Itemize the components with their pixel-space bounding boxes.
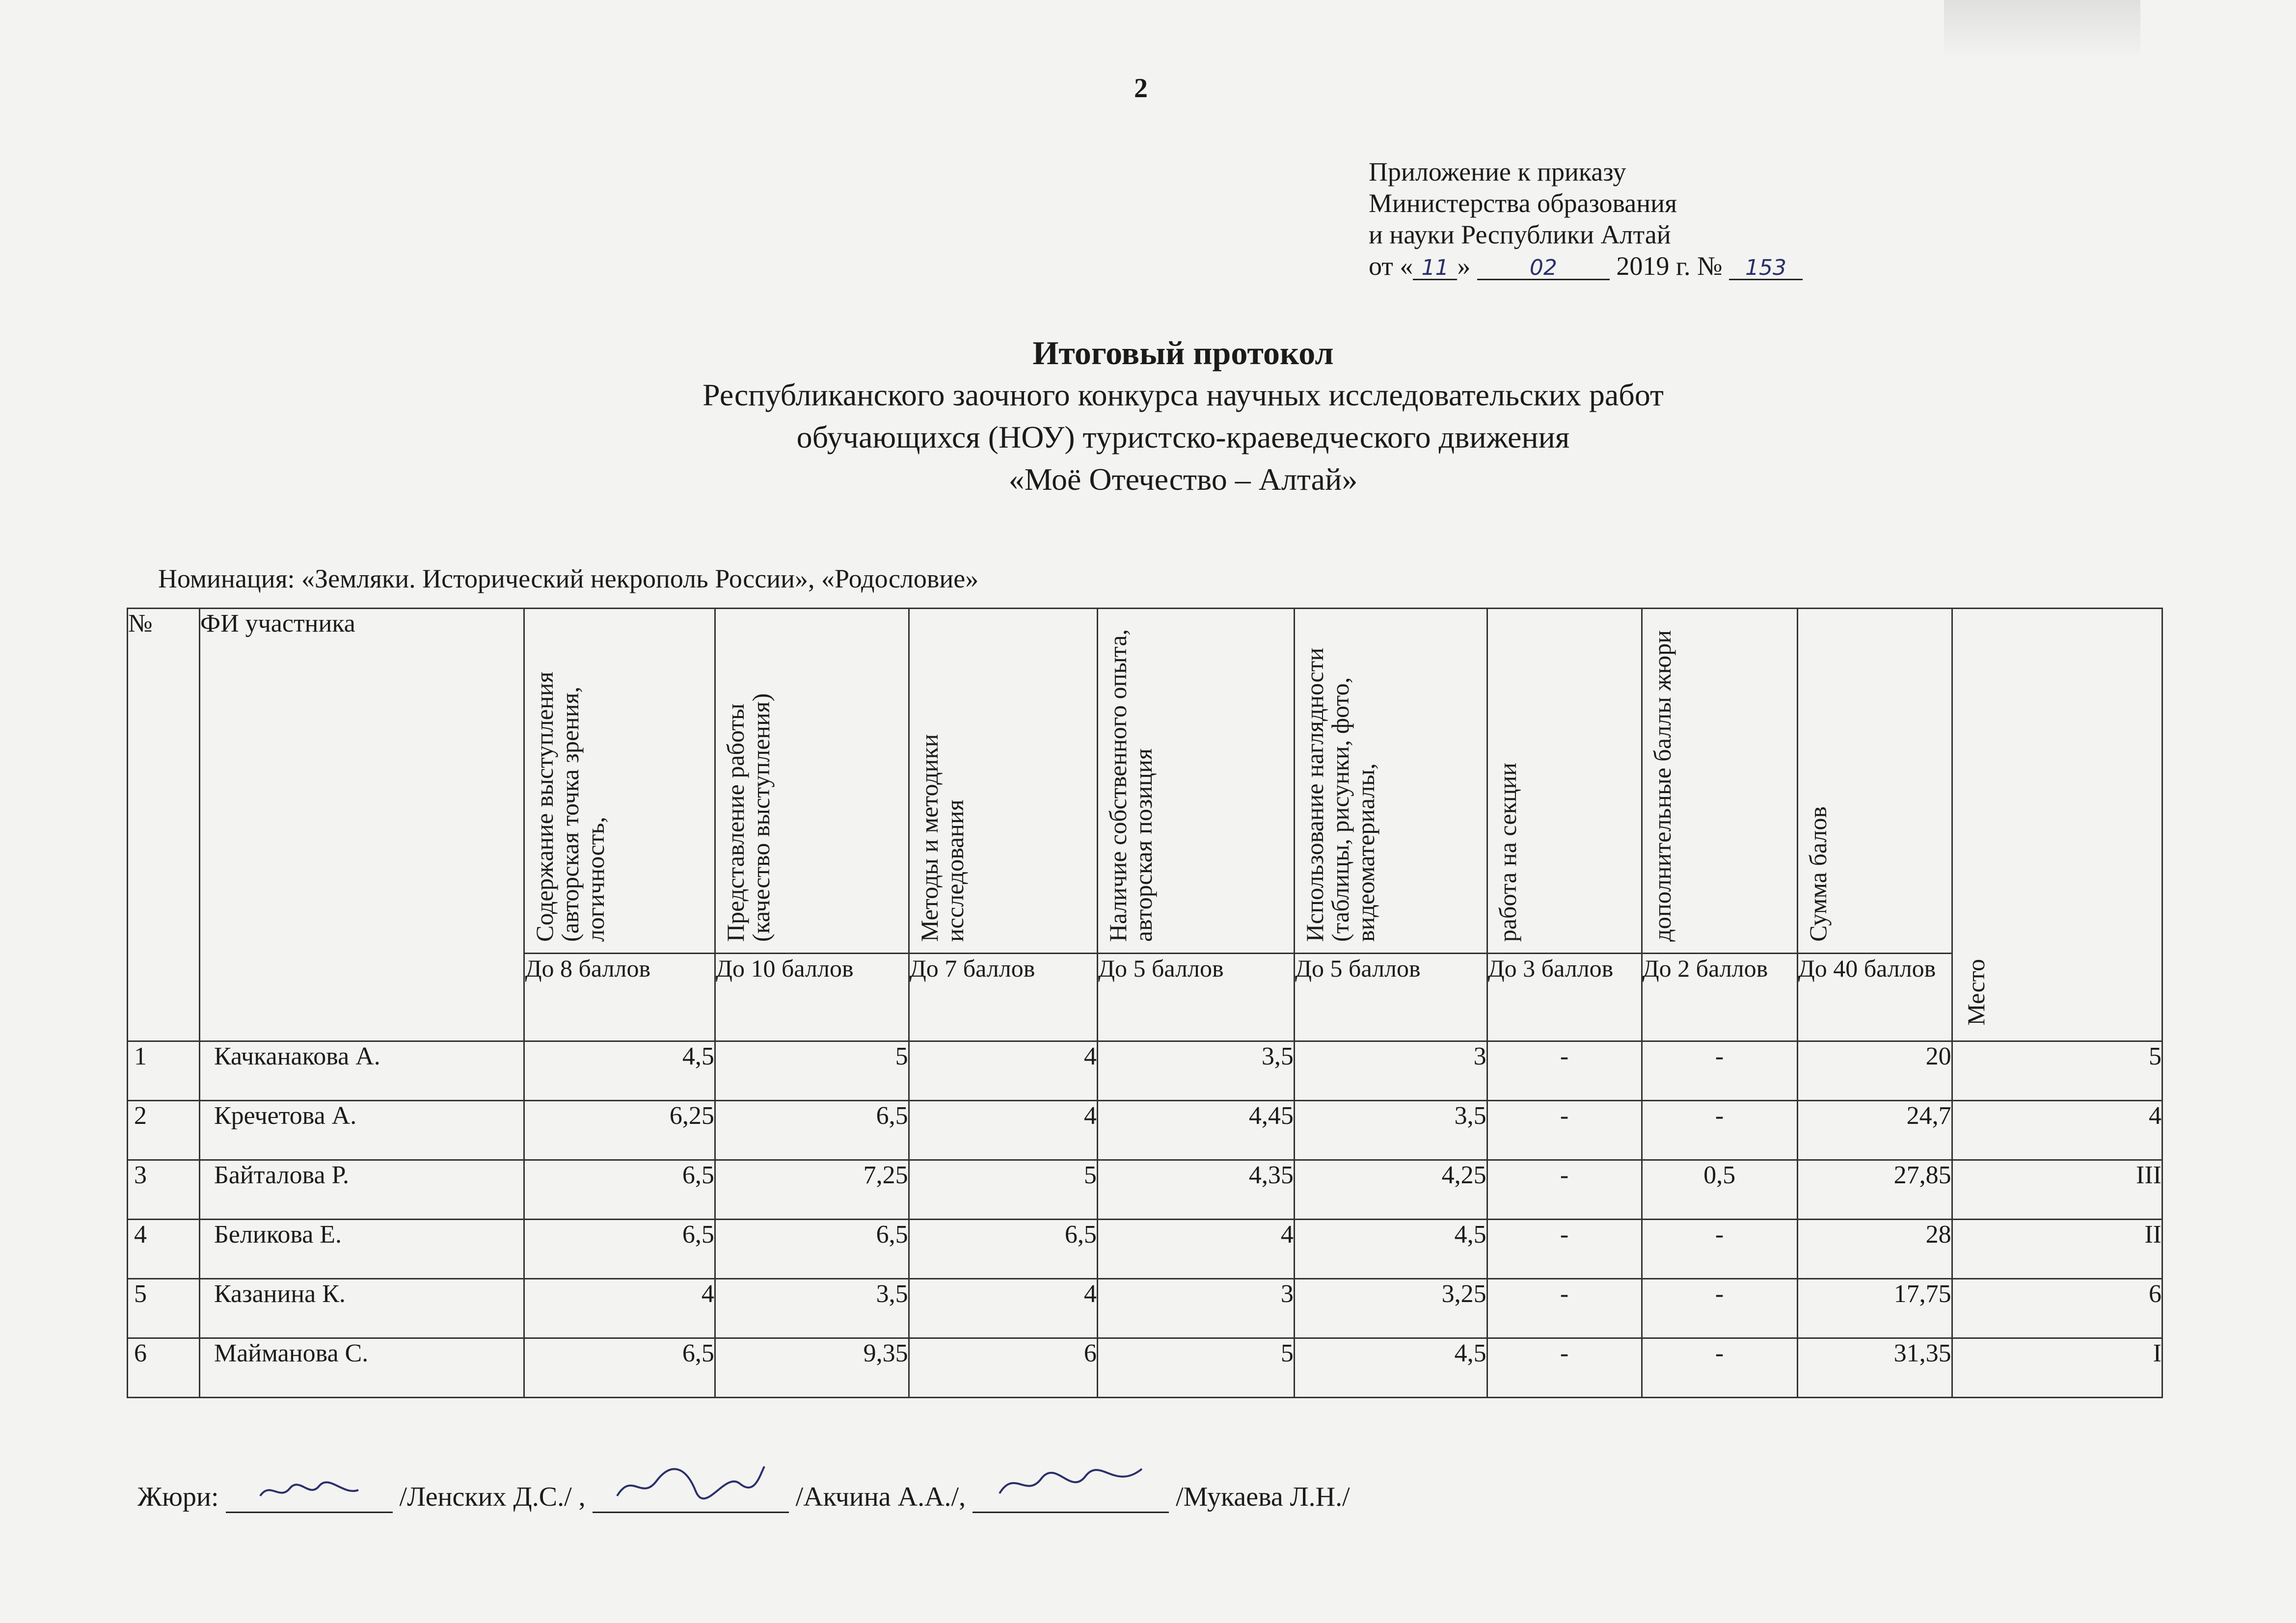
signature-scribble-icon [255, 1476, 363, 1506]
place-cell: 5 [1952, 1041, 2162, 1101]
score-cell: 5 [1097, 1338, 1294, 1398]
participant-name: Байталова Р. [199, 1160, 524, 1220]
table-row [128, 1279, 2162, 1338]
score-cell: 6,5 [715, 1220, 909, 1279]
criterion-header [1294, 609, 1487, 954]
score-cell: - [1487, 1279, 1642, 1338]
score-cell: - [1487, 1101, 1642, 1160]
row-number: 1 [128, 1041, 200, 1101]
criterion-header [1797, 609, 1952, 954]
score-cell: 6,5 [524, 1160, 715, 1220]
score-cell: - [1487, 1220, 1642, 1279]
score-cell: 0,5 [1642, 1160, 1797, 1220]
participant-name: Казанина К. [199, 1279, 524, 1338]
score-cell: 4,45 [1097, 1101, 1294, 1160]
score-cell: - [1642, 1279, 1797, 1338]
table-row [128, 1160, 2162, 1220]
place-label: Место [1962, 959, 1990, 1026]
score-cell: 9,35 [715, 1338, 909, 1398]
score-cell: 3,25 [1294, 1279, 1487, 1338]
signature-1 [226, 1476, 393, 1513]
col-name-header: ФИ участника [199, 609, 524, 1041]
score-cell: - [1642, 1338, 1797, 1398]
criterion-label: Методы и методики исследования [915, 734, 969, 942]
total-cell: 27,85 [1797, 1160, 1952, 1220]
score-cell: 6,5 [524, 1338, 715, 1398]
date-year: 2019 г. № [1616, 251, 1723, 281]
title-line3: обучающихся (НОУ) туристско-краеведческого движения [796, 420, 1570, 454]
col-no-header: № [128, 609, 200, 1041]
max-points: До 8 баллов [524, 954, 715, 1041]
row-number: 3 [128, 1160, 200, 1220]
table-row [128, 1220, 2162, 1279]
row-number: 6 [128, 1338, 200, 1398]
header-row [128, 609, 2162, 954]
nomination: Номинация: «Земляки. Исторический некрополь России», «Родословие» [158, 564, 979, 593]
total-cell: 17,75 [1797, 1279, 1952, 1338]
date-mid: » [1457, 251, 1471, 281]
score-cell: 4,35 [1097, 1160, 1294, 1220]
place-cell: III [1952, 1160, 2162, 1220]
results-table [127, 608, 2163, 1398]
signature-scribble-icon [612, 1462, 769, 1506]
row-number: 2 [128, 1101, 200, 1160]
participant-name: Кречетова А. [199, 1101, 524, 1160]
score-cell: 5 [909, 1160, 1097, 1220]
score-cell: 6,5 [524, 1220, 715, 1279]
table-row [128, 1101, 2162, 1160]
criterion-label: Наличие собственного опыта, авторская позиция [1104, 629, 1157, 942]
total-cell: 28 [1797, 1220, 1952, 1279]
row-number: 4 [128, 1220, 200, 1279]
col-place-header [1952, 609, 2162, 1041]
score-cell: 3 [1097, 1279, 1294, 1338]
appendix-line3: и науки Республики Алтай [1369, 220, 1671, 249]
table-row [128, 1041, 2162, 1101]
total-cell: 20 [1797, 1041, 1952, 1101]
score-cell: 6 [909, 1338, 1097, 1398]
score-cell: 4 [524, 1279, 715, 1338]
score-cell: 6,5 [715, 1101, 909, 1160]
appendix-line1: Приложение к приказу [1369, 157, 1626, 186]
score-cell: - [1642, 1101, 1797, 1160]
title-block [0, 332, 2296, 501]
page-number: 2 [1134, 73, 1148, 104]
participant-name: Майманова С. [199, 1338, 524, 1398]
criterion-header [909, 609, 1097, 954]
participant-name: Качканакова А. [199, 1041, 524, 1101]
criterion-label: Сумма балов [1804, 806, 1832, 942]
signature-2 [593, 1462, 789, 1513]
table-row [128, 1338, 2162, 1398]
criterion-header [715, 609, 909, 954]
score-cell: 4 [909, 1279, 1097, 1338]
date-prefix: от « [1369, 251, 1413, 281]
place-cell: I [1952, 1338, 2162, 1398]
criterion-label: работа на секции [1493, 762, 1521, 942]
signature-scribble-icon [992, 1462, 1149, 1506]
score-cell: 4,5 [1294, 1220, 1487, 1279]
title-line2: Республиканского заочного конкурса научных исследовательских работ [702, 377, 1664, 412]
score-cell: - [1487, 1041, 1642, 1101]
score-cell: 4 [909, 1041, 1097, 1101]
criterion-label: Содержание выступления (авторская точка зрения, логичность, [531, 671, 610, 942]
max-points: До 3 баллов [1487, 954, 1642, 1041]
score-cell: - [1642, 1041, 1797, 1101]
date-month: 02 [1477, 257, 1610, 280]
score-cell: - [1642, 1220, 1797, 1279]
jury-member-3: /Мукаева Л.Н./ [1176, 1482, 1350, 1512]
score-cell: 3,5 [1097, 1041, 1294, 1101]
appendix-date-line [1369, 250, 1803, 282]
place-cell: 4 [1952, 1101, 2162, 1160]
signature-3 [972, 1462, 1169, 1513]
order-number: 153 [1729, 257, 1803, 280]
row-number: 5 [128, 1279, 200, 1338]
max-points: До 5 баллов [1097, 954, 1294, 1041]
score-cell: 3 [1294, 1041, 1487, 1101]
max-points: До 2 баллов [1642, 954, 1797, 1041]
score-cell: 6,25 [524, 1101, 715, 1160]
max-points: До 5 баллов [1294, 954, 1487, 1041]
title-line4: «Моё Отечество – Алтай» [1008, 462, 1358, 497]
document-title: Итоговый протокол [1032, 334, 1334, 372]
score-cell: 4,5 [1294, 1338, 1487, 1398]
total-cell: 31,35 [1797, 1338, 1952, 1398]
place-cell: 6 [1952, 1279, 2162, 1338]
criterion-label: дополнительные баллы жюри [1648, 630, 1676, 942]
criterion-label: Представление работы (качество выступления) [721, 693, 775, 942]
criterion-header [1097, 609, 1294, 954]
score-cell: 3,5 [715, 1279, 909, 1338]
score-cell: 5 [715, 1041, 909, 1101]
jury-signatures [137, 1462, 1350, 1513]
score-cell: 6,5 [909, 1220, 1097, 1279]
jury-member-2: /Акчина А.А./, [795, 1482, 966, 1512]
max-points: До 10 баллов [715, 954, 909, 1041]
score-cell: 4,5 [524, 1041, 715, 1101]
max-points: До 7 баллов [909, 954, 1097, 1041]
max-points: До 40 баллов [1797, 954, 1952, 1041]
appendix-line2: Министерства образования [1369, 188, 1677, 218]
place-cell: II [1952, 1220, 2162, 1279]
date-day: 11 [1413, 257, 1457, 280]
criterion-header [1487, 609, 1642, 954]
score-cell: - [1487, 1160, 1642, 1220]
score-cell: 4 [1097, 1220, 1294, 1279]
criterion-header [1642, 609, 1797, 954]
participant-name: Беликова Е. [199, 1220, 524, 1279]
criterion-header [524, 609, 715, 954]
score-cell: 3,5 [1294, 1101, 1487, 1160]
jury-label: Жюри: [137, 1482, 219, 1512]
scan-shadow [1944, 0, 2140, 59]
jury-member-1: /Ленских Д.С./ , [399, 1482, 586, 1512]
criterion-label: Использование наглядности (таблицы, рисунки, фото, видеоматериалы, [1300, 647, 1379, 942]
appendix-block [1369, 156, 1803, 282]
score-cell: 4,25 [1294, 1160, 1487, 1220]
score-cell: 4 [909, 1101, 1097, 1160]
total-cell: 24,7 [1797, 1101, 1952, 1160]
score-cell: - [1487, 1338, 1642, 1398]
score-cell: 7,25 [715, 1160, 909, 1220]
